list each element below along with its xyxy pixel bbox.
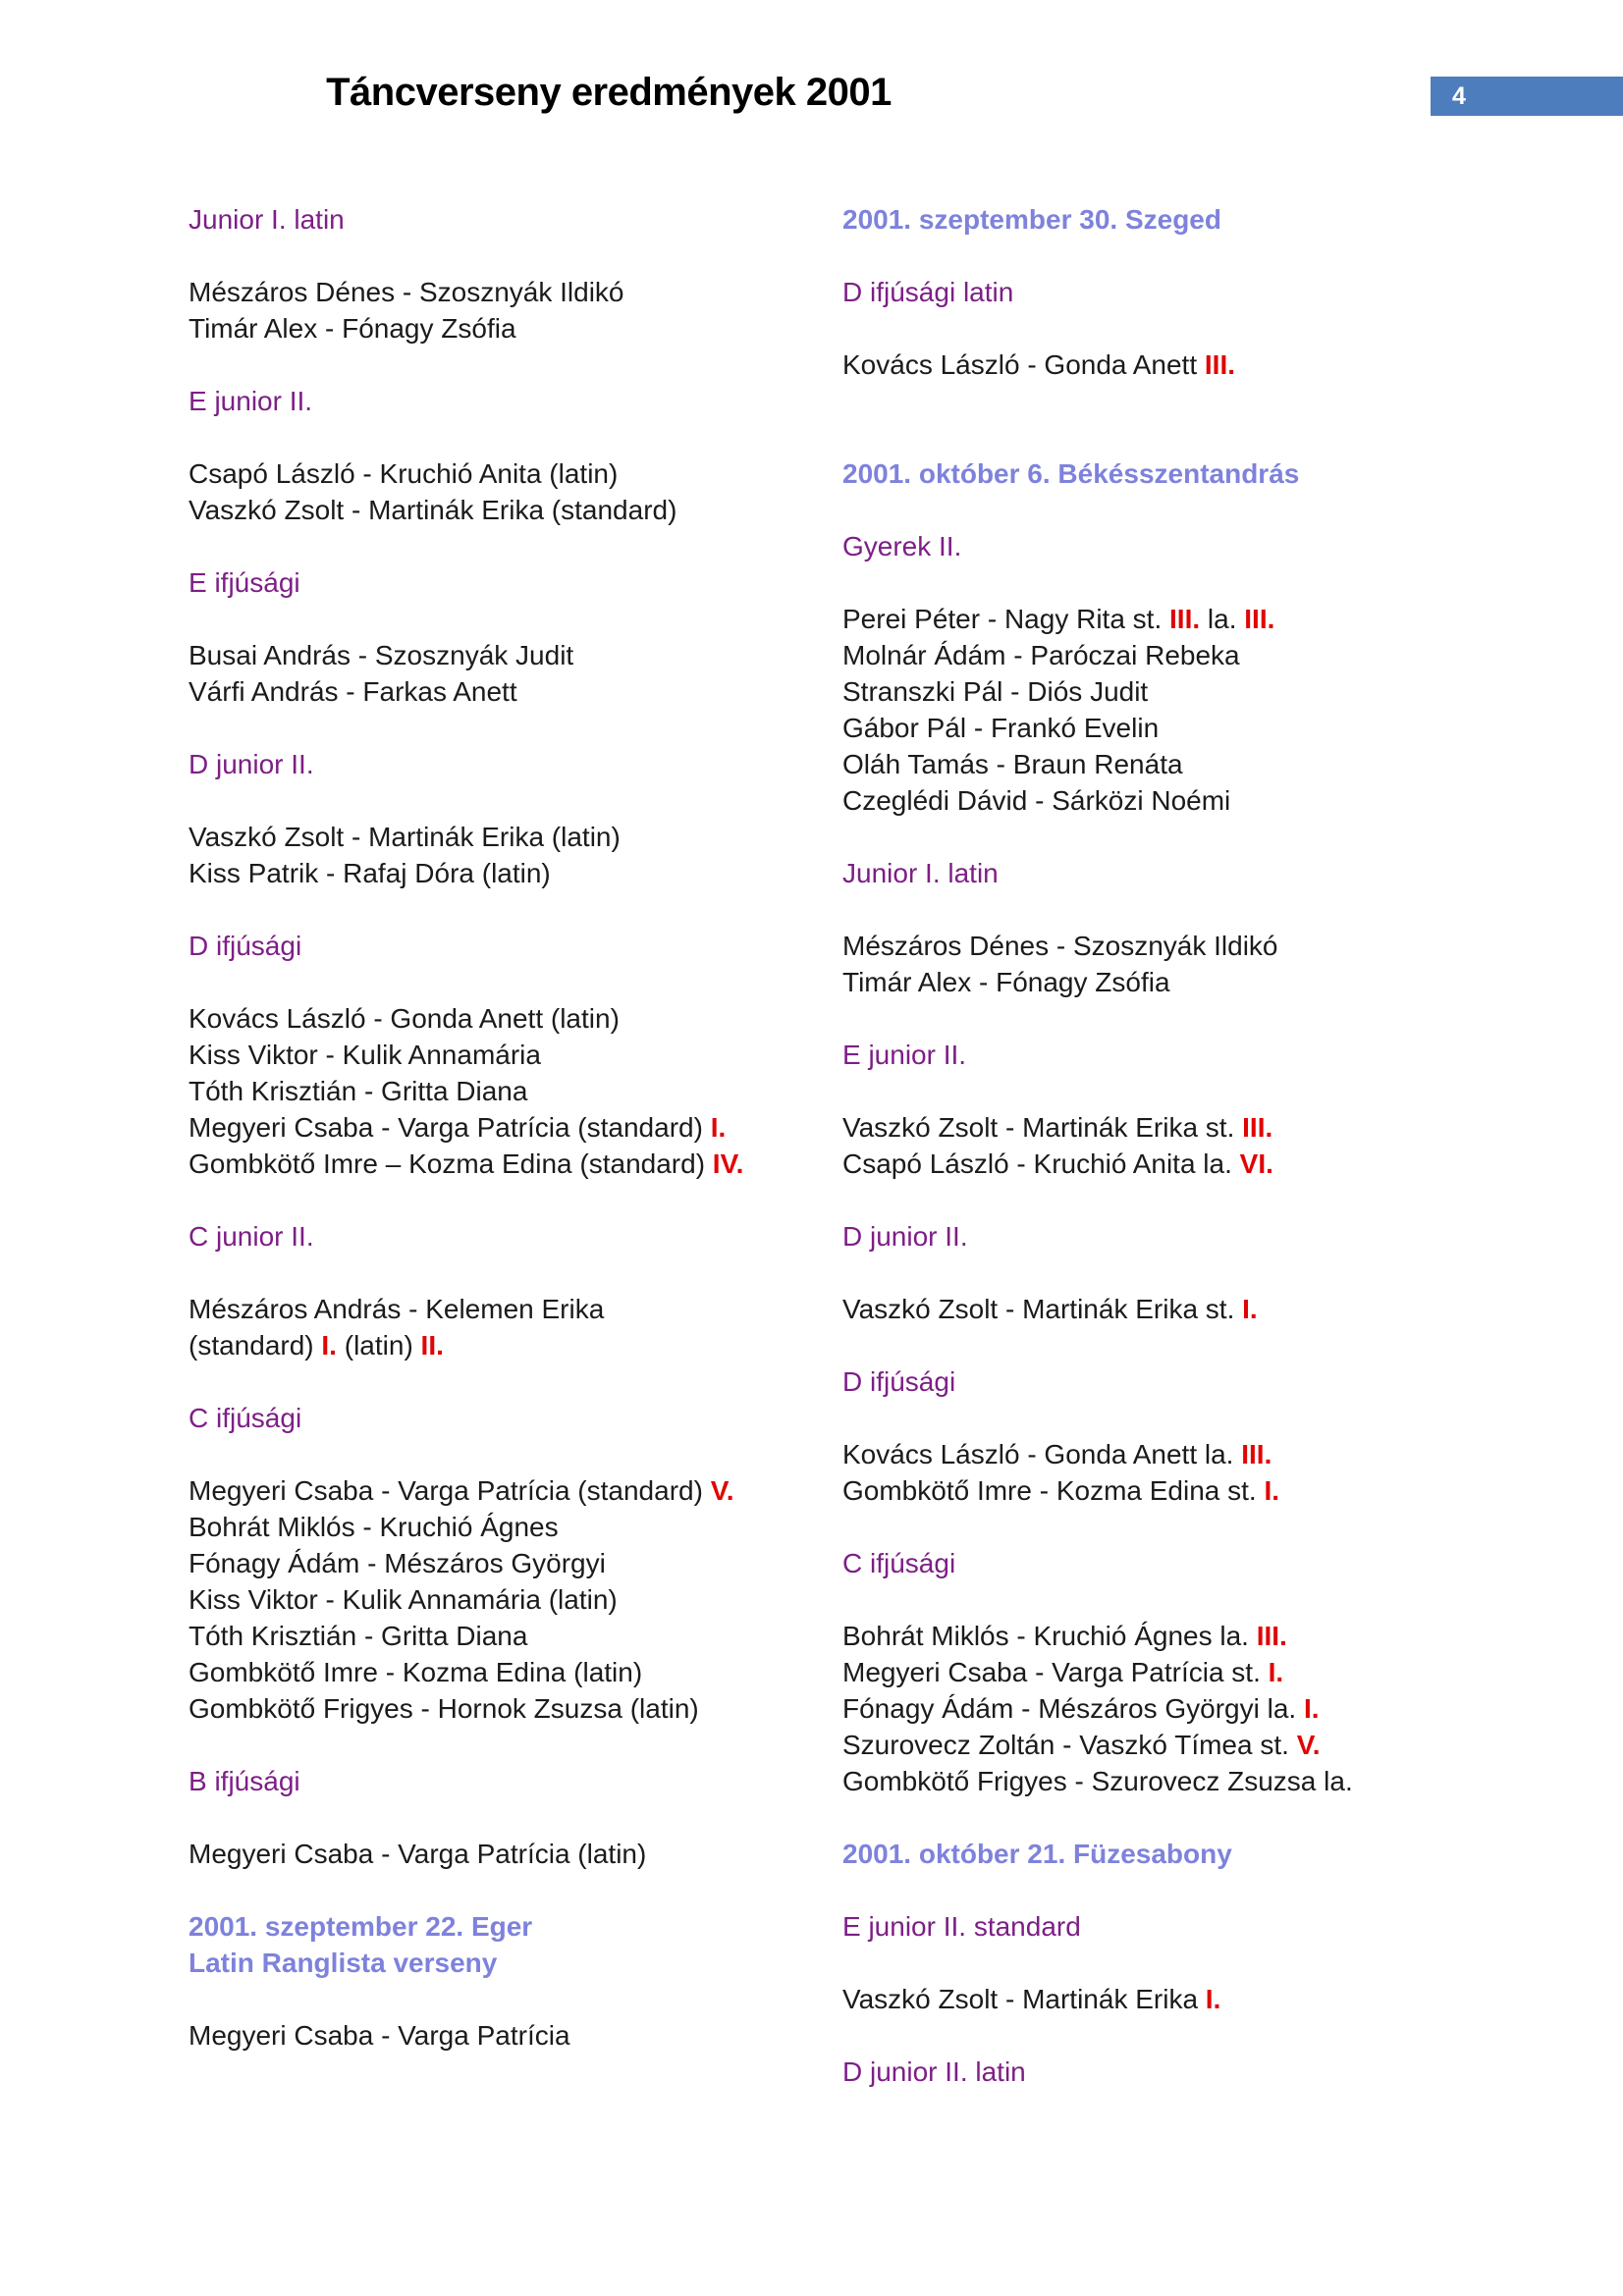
result-line	[189, 274, 827, 310]
result-line	[842, 1618, 1608, 1654]
result-text: Mészáros Dénes - Szosznyák Ildikó	[842, 931, 1278, 961]
result-text: Vaszkó Zsolt - Martinák Erika (standard)	[189, 495, 677, 525]
result-line	[189, 1073, 827, 1109]
category-heading: E ifjúsági	[189, 567, 300, 598]
rank-numeral: III.	[1241, 1439, 1272, 1469]
result-line	[842, 1763, 1608, 1799]
rank-numeral: III.	[1169, 604, 1201, 634]
rank-numeral: V.	[1296, 1730, 1321, 1760]
rank-numeral: IV.	[712, 1148, 744, 1179]
result-line	[842, 1727, 1608, 1763]
result-text: Csapó László - Kruchió Anita la.	[842, 1148, 1240, 1179]
result-group	[842, 1291, 1608, 1327]
result-group	[189, 455, 827, 528]
result-text: Tóth Krisztián - Gritta Diana	[189, 1076, 528, 1106]
result-line	[189, 1545, 827, 1581]
result-line	[189, 637, 827, 673]
category-heading: B ifjúsági	[189, 1766, 300, 1796]
result-text: Timár Alex - Fónagy Zsófia	[842, 967, 1170, 997]
result-line	[842, 1436, 1608, 1472]
result-text: Vaszkó Zsolt - Martinák Erika st.	[842, 1294, 1243, 1324]
result-group	[842, 1981, 1608, 2017]
result-text: Kiss Viktor - Kulik Annamária	[189, 1040, 541, 1070]
result-text: (standard)	[189, 1330, 322, 1361]
category-heading: D junior II.	[189, 749, 314, 779]
rank-numeral: III.	[1256, 1621, 1287, 1651]
result-text: Csapó László - Kruchió Anita (latin)	[189, 458, 619, 489]
result-text: Perei Péter - Nagy Rita st.	[842, 604, 1170, 634]
result-group	[189, 819, 827, 891]
result-text: Megyeri Csaba - Varga Patrícia st.	[842, 1657, 1269, 1687]
event-date-line: Latin Ranglista verseny	[189, 1948, 498, 1978]
result-line	[189, 1836, 827, 1872]
result-line	[189, 310, 827, 347]
result-text: Timár Alex - Fónagy Zsófia	[189, 313, 516, 344]
result-text: Megyeri Csaba - Varga Patrícia (standard)	[189, 1112, 711, 1143]
result-text: Czeglédi Dávid - Sárközi Noémi	[842, 785, 1231, 816]
event-date-line: 2001. szeptember 30. Szeged	[842, 204, 1221, 235]
event-date-heading	[842, 455, 1608, 492]
category-heading: Junior I. latin	[842, 858, 999, 888]
category-heading: Junior I. latin	[189, 204, 345, 235]
result-text: Mészáros András - Kelemen Erika	[189, 1294, 605, 1324]
rank-numeral: V.	[710, 1475, 734, 1506]
result-text: Kiss Patrik - Rafaj Dóra (latin)	[189, 858, 551, 888]
result-group	[189, 1472, 827, 1727]
result-text: Vaszkó Zsolt - Martinák Erika	[842, 1984, 1206, 2014]
result-line	[189, 455, 827, 492]
rank-numeral: III.	[1242, 1112, 1273, 1143]
result-group	[842, 601, 1608, 819]
result-group	[189, 637, 827, 710]
result-line	[842, 928, 1608, 964]
result-text: Kovács László - Gonda Anett (latin)	[189, 1003, 620, 1034]
result-line	[189, 1690, 827, 1727]
result-text: Mészáros Dénes - Szosznyák Ildikó	[189, 277, 624, 307]
result-group	[842, 347, 1608, 383]
result-line	[189, 1109, 827, 1146]
rank-numeral: I.	[1268, 1657, 1284, 1687]
category-heading: C ifjúsági	[842, 1548, 956, 1578]
result-text: Fónagy Ádám - Mészáros Györgyi la.	[842, 1693, 1304, 1724]
rank-numeral: VI.	[1239, 1148, 1273, 1179]
left-column	[189, 201, 827, 2090]
result-text: Megyeri Csaba - Varga Patrícia (standard)	[189, 1475, 711, 1506]
event-date-heading	[842, 201, 1608, 238]
result-line	[842, 1472, 1608, 1509]
rank-numeral: III.	[1244, 604, 1275, 634]
result-group	[189, 274, 827, 347]
category-heading: Gyerek II.	[842, 531, 962, 561]
result-text: Kovács László - Gonda Anett	[842, 349, 1205, 380]
result-line	[842, 601, 1608, 637]
column-spacer	[842, 419, 1608, 455]
result-line	[189, 855, 827, 891]
page-number: 4	[1452, 81, 1466, 110]
result-line	[189, 1000, 827, 1037]
result-text: Gombkötő Frigyes - Hornok Zsuzsa (latin)	[189, 1693, 699, 1724]
result-line	[842, 1690, 1608, 1727]
result-line	[842, 347, 1608, 383]
result-line	[189, 1618, 827, 1654]
result-line	[842, 1109, 1608, 1146]
result-text: Stranszki Pál - Diós Judit	[842, 676, 1149, 707]
result-line	[842, 1146, 1608, 1182]
result-text: Gábor Pál - Frankó Evelin	[842, 713, 1160, 743]
result-text: Megyeri Csaba - Varga Patrícia (latin)	[189, 1839, 647, 1869]
result-text: Kiss Viktor - Kulik Annamária (latin)	[189, 1584, 618, 1615]
event-date-line: 2001. október 21. Füzesabony	[842, 1839, 1232, 1869]
result-text: Szurovecz Zoltán - Vaszkó Tímea st.	[842, 1730, 1297, 1760]
result-text: la.	[1200, 604, 1245, 634]
result-text: Busai András - Szosznyák Judit	[189, 640, 574, 670]
result-text: Várfi András - Farkas Anett	[189, 676, 517, 707]
event-date-heading	[842, 1836, 1608, 1872]
result-line	[842, 673, 1608, 710]
result-text: Bohrát Miklós - Kruchió Ágnes	[189, 1512, 559, 1542]
result-line	[842, 710, 1608, 746]
result-text: Tóth Krisztián - Gritta Diana	[189, 1621, 528, 1651]
result-line	[189, 1291, 827, 1327]
category-heading: C ifjúsági	[189, 1403, 302, 1433]
result-text: Gombkötő Imre – Kozma Edina (standard)	[189, 1148, 713, 1179]
result-line	[189, 1146, 827, 1182]
result-line	[189, 492, 827, 528]
category-heading: E junior II. standard	[842, 1911, 1081, 1942]
result-text: Vaszkó Zsolt - Martinák Erika st.	[842, 1112, 1243, 1143]
result-text: Vaszkó Zsolt - Martinák Erika (latin)	[189, 822, 621, 852]
category-heading: C junior II.	[189, 1221, 314, 1252]
result-line	[842, 782, 1608, 819]
page-title: Táncverseny eredmények 2001	[326, 71, 892, 114]
rank-numeral: I.	[321, 1330, 337, 1361]
result-line	[842, 746, 1608, 782]
result-text: Molnár Ádám - Paróczai Rebeka	[842, 640, 1240, 670]
event-date-line: 2001. szeptember 22. Eger	[189, 1911, 533, 1942]
category-heading: E junior II.	[842, 1040, 967, 1070]
result-text: Oláh Tamás - Braun Renáta	[842, 749, 1183, 779]
result-line	[189, 1581, 827, 1618]
result-text: Fónagy Ádám - Mészáros Györgyi	[189, 1548, 606, 1578]
category-heading: D ifjúsági latin	[842, 277, 1014, 307]
rank-numeral: II.	[420, 1330, 444, 1361]
result-line	[189, 673, 827, 710]
rank-numeral: III.	[1204, 349, 1236, 380]
result-line	[842, 964, 1608, 1000]
right-column	[842, 201, 1608, 2126]
result-text: Bohrát Miklós - Kruchió Ágnes la.	[842, 1621, 1257, 1651]
rank-numeral: I.	[1242, 1294, 1258, 1324]
result-group	[842, 928, 1608, 1000]
result-line	[189, 819, 827, 855]
result-group	[189, 2017, 827, 2054]
result-text: (latin)	[336, 1330, 421, 1361]
page-number-badge	[1431, 77, 1623, 116]
category-heading: D junior II. latin	[842, 2056, 1026, 2087]
result-line	[842, 1981, 1608, 2017]
result-line	[842, 1654, 1608, 1690]
result-text: Gombkötő Imre - Kozma Edina (latin)	[189, 1657, 643, 1687]
category-heading: D ifjúsági	[189, 931, 302, 961]
result-text: Gombkötő Imre - Kozma Edina st.	[842, 1475, 1265, 1506]
category-heading: D junior II.	[842, 1221, 968, 1252]
result-group	[842, 1109, 1608, 1182]
result-group	[842, 1618, 1608, 1799]
result-group	[189, 1291, 827, 1363]
result-group	[189, 1836, 827, 1872]
result-text: Gombkötő Frigyes - Szurovecz Zsuzsa la.	[842, 1766, 1353, 1796]
rank-numeral: I.	[1205, 1984, 1221, 2014]
result-line	[189, 1037, 827, 1073]
category-heading: E junior II.	[189, 386, 313, 416]
event-date-heading	[189, 1908, 827, 1981]
result-line	[842, 1291, 1608, 1327]
result-line	[189, 1327, 827, 1363]
result-group	[842, 1436, 1608, 1509]
result-line	[189, 1472, 827, 1509]
result-text: Kovács László - Gonda Anett la.	[842, 1439, 1242, 1469]
result-line	[189, 1654, 827, 1690]
rank-numeral: I.	[1264, 1475, 1280, 1506]
rank-numeral: I.	[710, 1112, 727, 1143]
result-line	[842, 637, 1608, 673]
rank-numeral: I.	[1303, 1693, 1320, 1724]
result-line	[189, 1509, 827, 1545]
result-line	[189, 2017, 827, 2054]
event-date-line: 2001. október 6. Békésszentandrás	[842, 458, 1300, 489]
result-text: Megyeri Csaba - Varga Patrícia	[189, 2020, 570, 2051]
category-heading: D ifjúsági	[842, 1366, 956, 1397]
result-group	[189, 1000, 827, 1182]
